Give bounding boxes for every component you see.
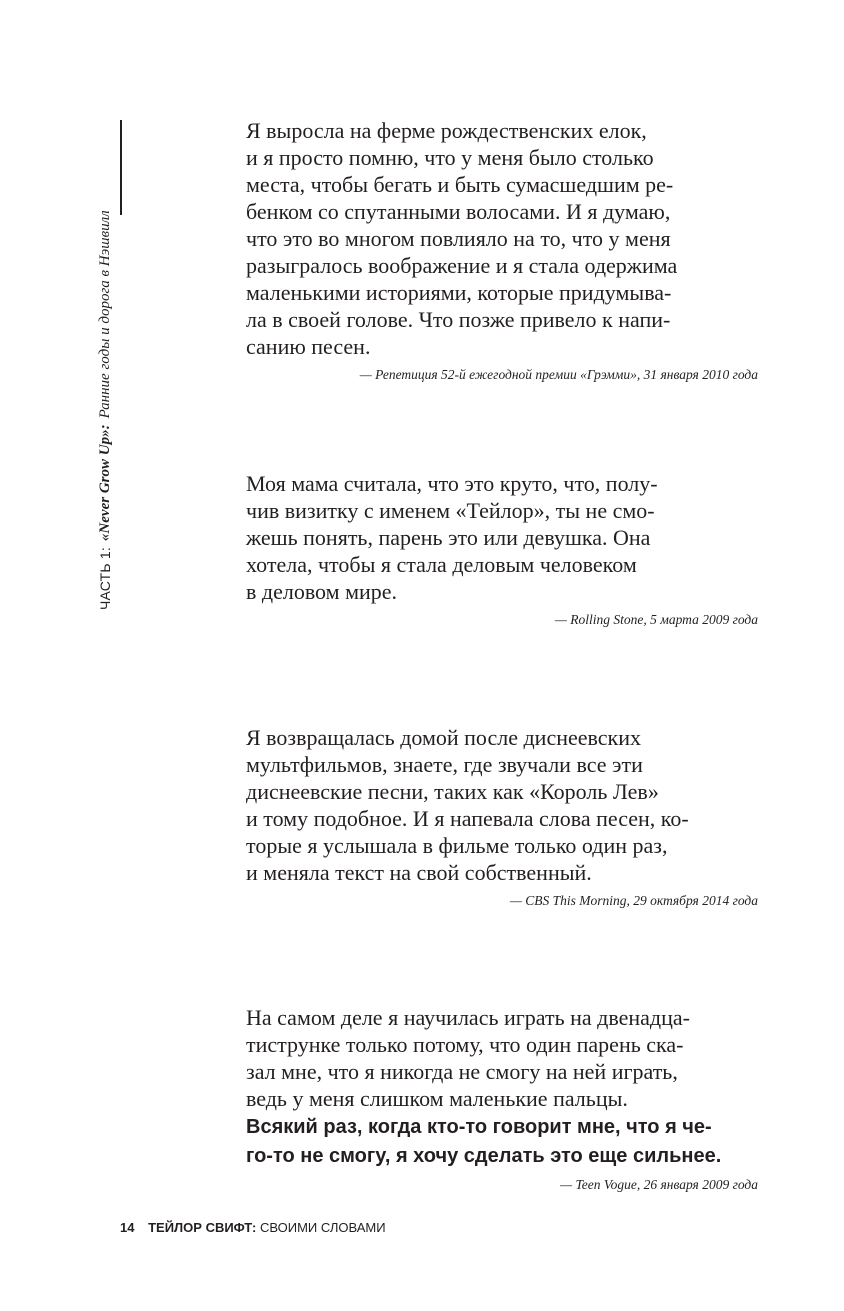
quote-text: На самом деле я научилась играть на двенадца- тиструнке только потому, что один парень ска- зал мне, что я никогда не смогу на ней играть, ведь у меня слишком маленькие пальцы.	[246, 1005, 690, 1111]
footer-book-author: ТЕЙЛОР СВИФТ:	[148, 1220, 257, 1235]
page-footer	[120, 1220, 386, 1235]
quote-block	[246, 117, 766, 384]
quote-source: — Teen Vogue, 26 января 2009 года	[560, 1177, 758, 1192]
running-header	[90, 120, 120, 610]
quote-block	[246, 470, 766, 629]
quote-block	[246, 1004, 766, 1194]
quote-block	[246, 724, 766, 910]
running-header-title: «Never Grow Up»:	[97, 424, 113, 542]
running-header-rule	[120, 120, 122, 215]
quote-source: — Rolling Stone, 5 марта 2009 года	[554, 612, 758, 627]
quote-text: Я возвращалась домой после диснеевских мультфильмов, знаете, где звучали все эти диснеевские песни, таких как «Король Лев» и тому подобное. И я напевала слова песен, ко- торые я услышала в фильме только один раз, и меняла текст на свой собственный.	[246, 725, 689, 885]
footer-book-subtitle: СВОИМИ СЛОВАМИ	[260, 1220, 386, 1235]
quote-emphasis: Всякий раз, когда кто-то говорит мне, что я че- го-то не смогу, я хочу сделать это еще сильнее.	[246, 1116, 722, 1167]
running-header-subtitle: Ранние годы и дорога в Нэшвилл	[97, 210, 113, 419]
running-header-part: ЧАСТЬ 1:	[97, 547, 113, 610]
quote-source: — Репетиция 52-й ежегодной премии «Грэмми», 31 января 2010 года	[359, 367, 758, 382]
quote-text: Моя мама считала, что это круто, что, полу- чив визитку с именем «Тейлор», ты не смо- жешь понять, парень это или девушка. Она хотела, чтобы я стала деловым человеком в деловом мире.	[246, 471, 658, 604]
quote-source: — CBS This Morning, 29 октября 2014 года	[509, 893, 758, 908]
page-number: 14	[120, 1220, 135, 1235]
quote-text: Я выросла на ферме рождественских елок, и я просто помню, что у меня было столько места, чтобы бегать и быть сумасшедшим ре- бенком со спутанными волосами. И я думаю, что это во многом повлияло на то, что у меня разыгралось воображение и я стала одержима маленькими историями, которые придумыва- ла в своей голове. Что позже привело к напи- санию песен.	[246, 118, 678, 359]
